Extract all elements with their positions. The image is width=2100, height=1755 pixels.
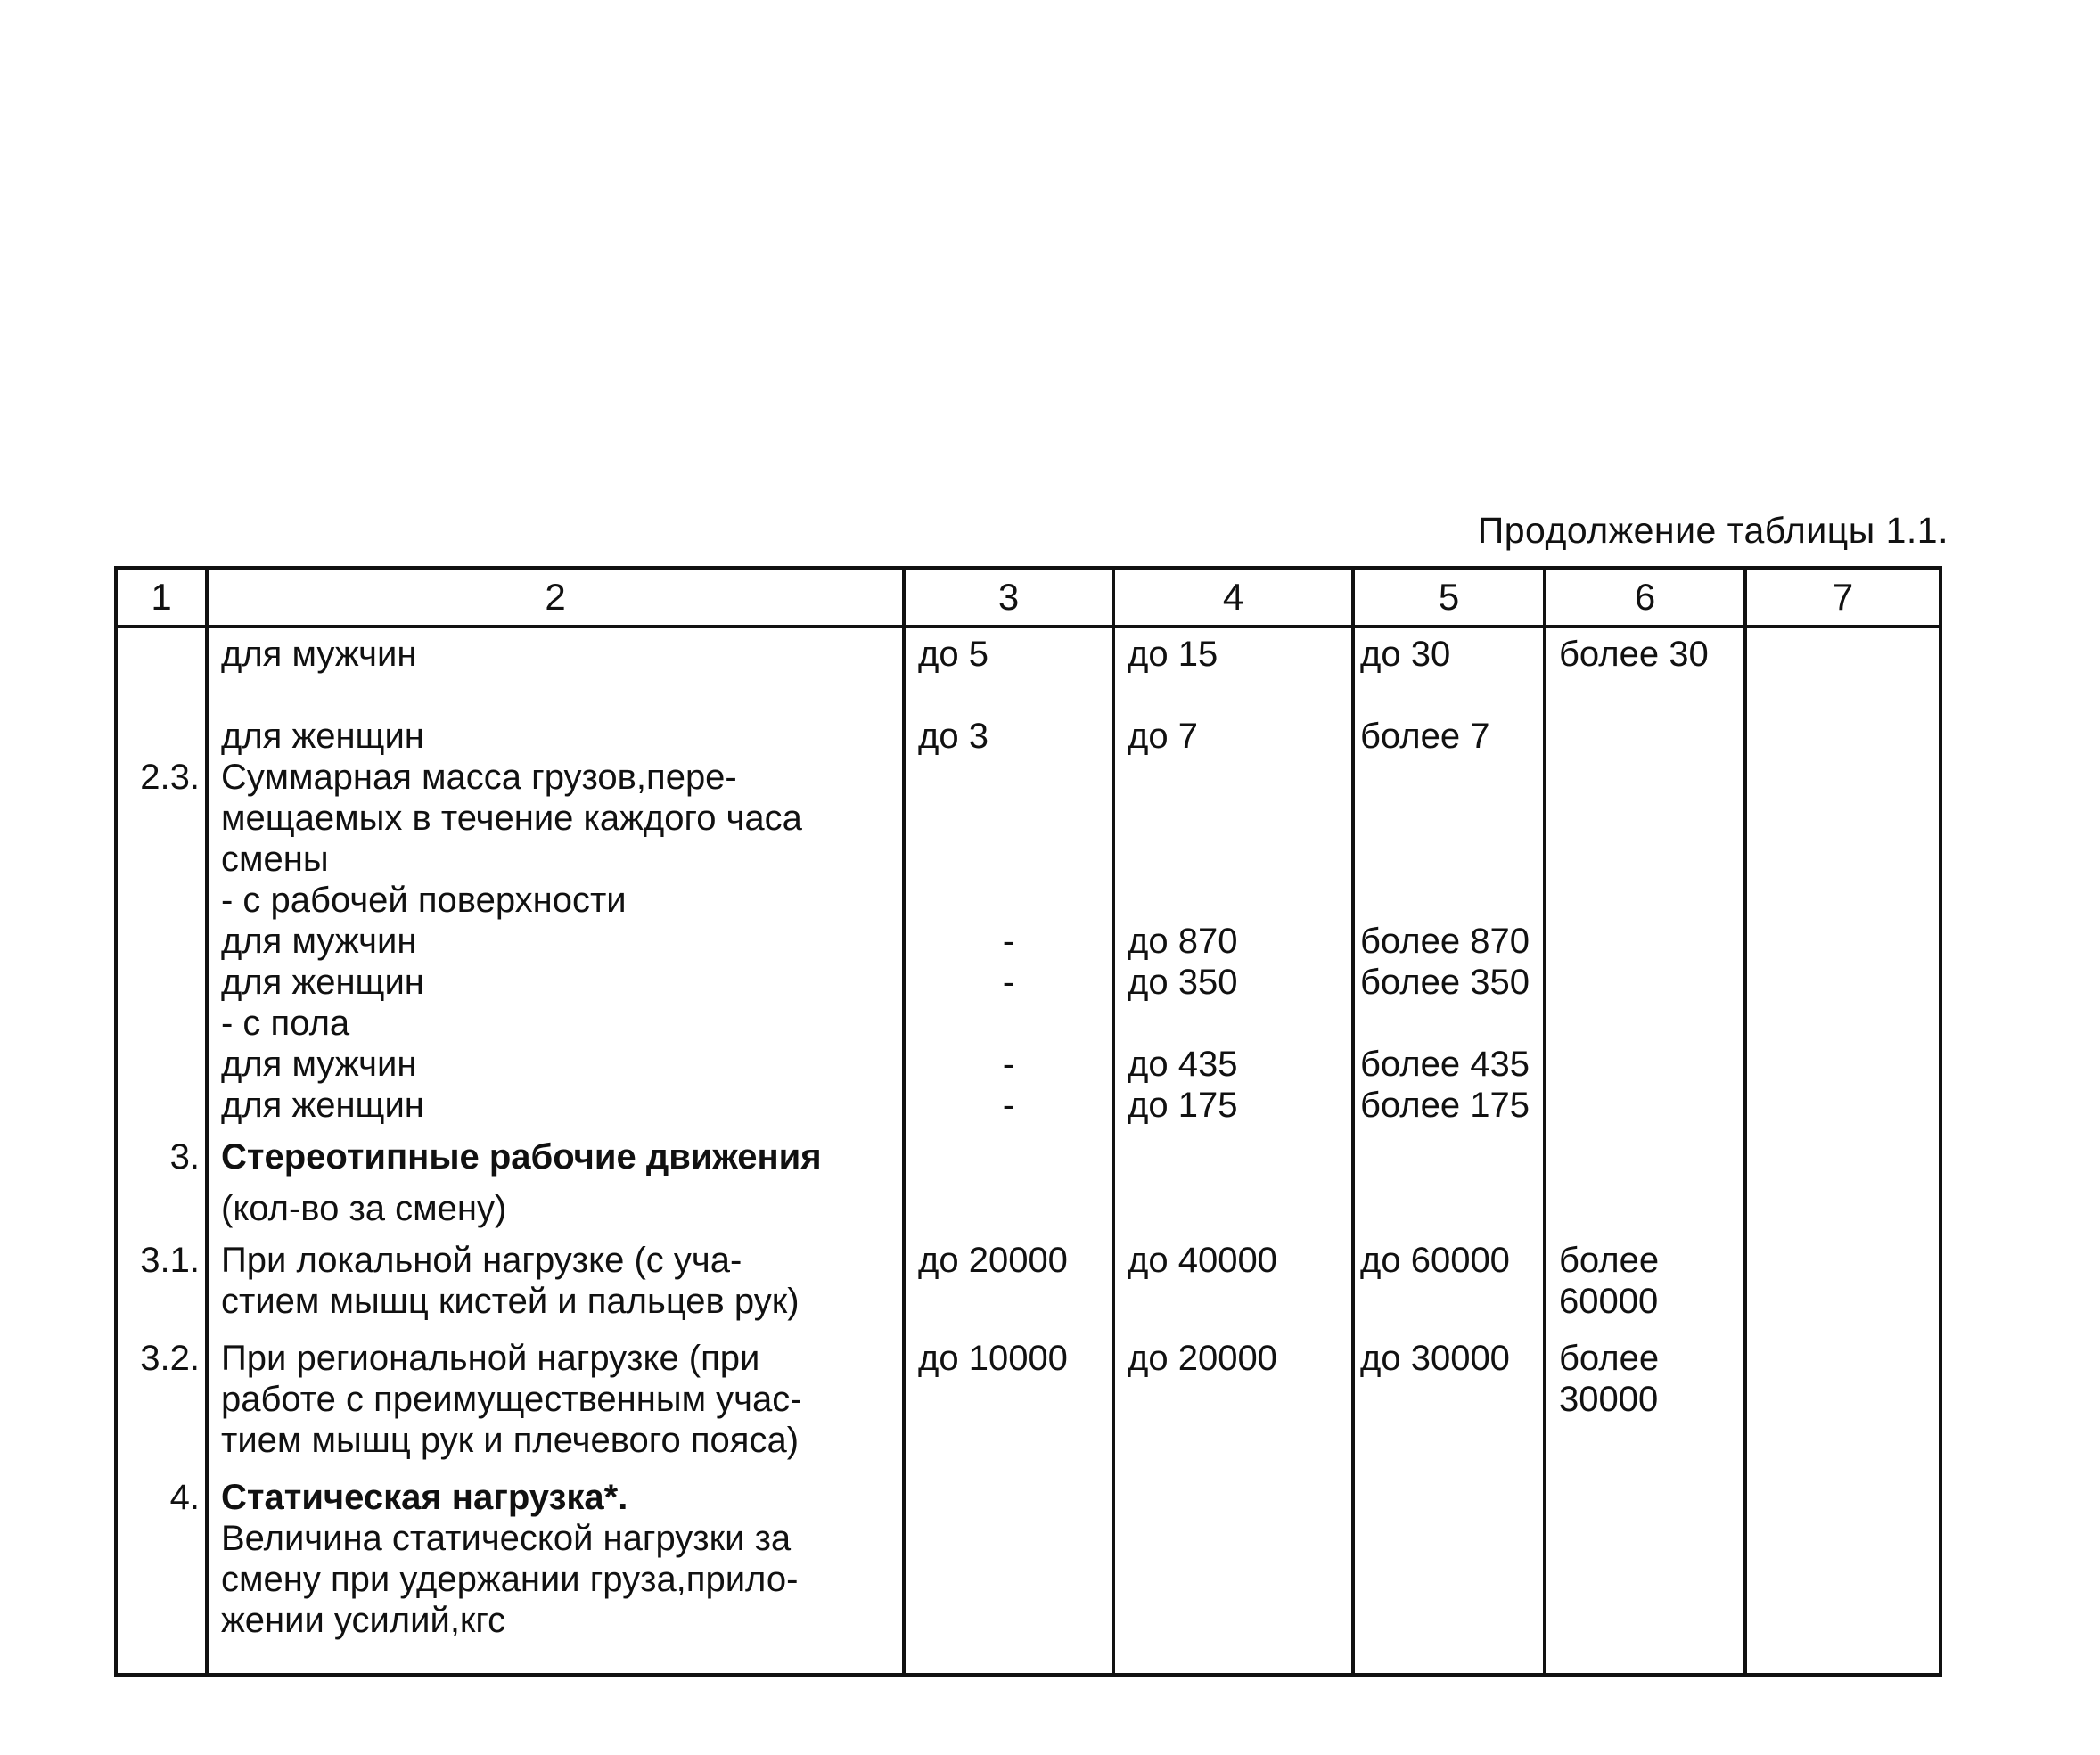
cell-col6 (1545, 1085, 1745, 1126)
table-row (116, 1461, 1940, 1675)
row-number: 3.1. (116, 1229, 207, 1322)
cell-col7 (1745, 839, 1940, 880)
row-label-line: работе с преимущественным учас- (221, 1380, 802, 1419)
cell-col5: до 30 (1353, 627, 1545, 675)
cell-col7 (1745, 1461, 1940, 1675)
cell-col5 (1353, 1126, 1545, 1177)
table-row (116, 1322, 1940, 1461)
column-header-1: 1 (116, 568, 207, 627)
row-number: 4. (116, 1461, 207, 1675)
row-number (116, 921, 207, 962)
cell-col6 (1545, 1044, 1745, 1085)
cell-col7 (1745, 921, 1940, 962)
cell-col7 (1745, 1177, 1940, 1229)
cell-col7 (1745, 1085, 1940, 1126)
row-number (116, 962, 207, 1003)
cell-col4: до 870 (1113, 921, 1353, 962)
column-header-3: 3 (904, 568, 1113, 627)
cell-col5 (1353, 839, 1545, 880)
cell-col3: - (904, 1085, 1113, 1126)
cell-col7 (1745, 1126, 1940, 1177)
cell-col7 (1745, 1044, 1940, 1085)
cell-col6 (1545, 757, 1745, 798)
cell-col3: - (904, 921, 1113, 962)
row-label: для мужчин (207, 921, 904, 962)
cell-col4: до 40000 (1113, 1229, 1353, 1322)
header-row (116, 568, 1940, 627)
column-header-4: 4 (1113, 568, 1353, 627)
cell-col6 (1545, 1003, 1745, 1044)
cell-col6 (1545, 1177, 1745, 1229)
cell-col3 (904, 839, 1113, 880)
table-row (116, 716, 1940, 757)
cell-col3: - (904, 962, 1113, 1003)
cell-col6 (1545, 921, 1745, 962)
cell-col4 (1113, 1126, 1353, 1177)
cell-col7 (1745, 627, 1940, 675)
cell-col7 (1745, 880, 1940, 921)
table-row (116, 1229, 1940, 1322)
row-label-line: смену при удержании груза,прило- (221, 1560, 799, 1599)
table-row (116, 1044, 1940, 1085)
cell-col4 (1113, 1003, 1353, 1044)
cell-col6 (1545, 1322, 1745, 1461)
cell-col5: более 870 (1353, 921, 1545, 962)
cell-col4: до 435 (1113, 1044, 1353, 1085)
cell-col5 (1353, 798, 1545, 839)
cell-col5: более 7 (1353, 716, 1545, 757)
row-number (116, 839, 207, 880)
cell-col3: до 20000 (904, 1229, 1113, 1322)
row-label-line: стием мышц кистей и пальцев рук) (221, 1282, 800, 1321)
row-number: 2.3. (116, 757, 207, 798)
row-number (116, 716, 207, 757)
cell-col7 (1745, 962, 1940, 1003)
column-header-7: 7 (1745, 568, 1940, 627)
cell-col4: до 15 (1113, 627, 1353, 675)
table-row (116, 921, 1940, 962)
norms-table (114, 566, 1942, 1677)
row-number (116, 798, 207, 839)
cell-col4 (1113, 757, 1353, 798)
column-header-2: 2 (207, 568, 904, 627)
cell-col3: до 5 (904, 627, 1113, 675)
cell-col3: - (904, 1044, 1113, 1085)
cell-col4: до 175 (1113, 1085, 1353, 1126)
cell-col5 (1353, 1177, 1545, 1229)
cell-col4: до 350 (1113, 962, 1353, 1003)
row-number (116, 1177, 207, 1229)
table-row (116, 1085, 1940, 1126)
row-label (207, 1461, 904, 1675)
row-label-line: Величина статической нагрузки за (221, 1519, 792, 1558)
row-number (116, 1044, 207, 1085)
column-header-6: 6 (1545, 568, 1745, 627)
cell-col5: до 30000 (1353, 1322, 1545, 1461)
row-label: (кол-во за смену) (207, 1177, 904, 1229)
cell-line: более (1559, 1339, 1660, 1378)
row-label-line: тием мышц рук и плечевого пояса) (221, 1421, 800, 1460)
cell-col4: до 7 (1113, 716, 1353, 757)
table-row (116, 627, 1940, 675)
cell-col3: до 10000 (904, 1322, 1113, 1461)
row-label: для женщин (207, 962, 904, 1003)
cell-col4 (1113, 1177, 1353, 1229)
cell-col4 (1113, 798, 1353, 839)
row-label-line: При локальной нагрузке (с уча- (221, 1241, 742, 1280)
section-title: Стереотипные рабочие движения (207, 1126, 904, 1177)
cell-col5: более 175 (1353, 1085, 1545, 1126)
cell-col3: до 3 (904, 716, 1113, 757)
row-label: мещаемых в течение каждого часа (207, 798, 904, 839)
row-label (207, 1229, 904, 1322)
row-number: 3. (116, 1126, 207, 1177)
cell-col6 (1545, 880, 1745, 921)
table-row (116, 798, 1940, 839)
cell-col5 (1353, 757, 1545, 798)
cell-col7 (1745, 1003, 1940, 1044)
cell-col4: до 20000 (1113, 1322, 1353, 1461)
table-row (116, 1126, 1940, 1177)
row-label: для женщин (207, 1085, 904, 1126)
table-row (116, 880, 1940, 921)
cell-line: 60000 (1559, 1282, 1659, 1321)
cell-col5: более 350 (1353, 962, 1545, 1003)
cell-col6 (1545, 798, 1745, 839)
cell-col3 (904, 798, 1113, 839)
row-label-line: жении усилий,кгс (221, 1601, 506, 1640)
table-row (116, 757, 1940, 798)
row-label-line: При региональной нагрузке (при (221, 1339, 760, 1378)
row-number (116, 880, 207, 921)
cell-col3 (904, 1177, 1113, 1229)
cell-col7 (1745, 798, 1940, 839)
row-number: 3.2. (116, 1322, 207, 1461)
row-label (207, 1322, 904, 1461)
row-label: смены (207, 839, 904, 880)
cell-col6 (1545, 1229, 1745, 1322)
row-label: для женщин (207, 716, 904, 757)
cell-col7 (1745, 757, 1940, 798)
column-header-5: 5 (1353, 568, 1545, 627)
row-label: Суммарная масса грузов,пере- (207, 757, 904, 798)
table-caption: Продолжение таблицы 1.1. (1477, 510, 1948, 551)
row-label: - с рабочей поверхности (207, 880, 904, 921)
cell-col6 (1545, 839, 1745, 880)
cell-col3 (904, 1126, 1113, 1177)
table-row (116, 1003, 1940, 1044)
cell-col5: более 435 (1353, 1044, 1545, 1085)
table-row (116, 1177, 1940, 1229)
row-label: - с пола (207, 1003, 904, 1044)
cell-col3 (904, 1003, 1113, 1044)
cell-col6 (1545, 1126, 1745, 1177)
table-row (116, 839, 1940, 880)
cell-col5 (1353, 880, 1545, 921)
cell-col6 (1545, 1461, 1745, 1675)
cell-col5 (1353, 1003, 1545, 1044)
cell-line: более (1559, 1241, 1660, 1280)
row-number (116, 627, 207, 675)
cell-col3 (904, 1461, 1113, 1675)
spacer-row (116, 675, 1940, 716)
cell-col3 (904, 757, 1113, 798)
table-row (116, 962, 1940, 1003)
cell-col4 (1113, 880, 1353, 921)
cell-col7 (1745, 1322, 1940, 1461)
cell-col5: до 60000 (1353, 1229, 1545, 1322)
section-title: Статическая нагрузка*. (221, 1478, 628, 1517)
cell-col5 (1353, 1461, 1545, 1675)
row-number (116, 1085, 207, 1126)
cell-col4 (1113, 839, 1353, 880)
cell-col7 (1745, 1229, 1940, 1322)
row-label: для мужчин (207, 1044, 904, 1085)
cell-col3 (904, 880, 1113, 921)
cell-line: 30000 (1559, 1380, 1659, 1419)
cell-col6 (1545, 962, 1745, 1003)
row-label: для мужчин (207, 627, 904, 675)
cell-col6 (1545, 716, 1745, 757)
cell-col4 (1113, 1461, 1353, 1675)
cell-col6: более 30 (1545, 627, 1745, 675)
cell-col7 (1745, 716, 1940, 757)
row-number (116, 1003, 207, 1044)
